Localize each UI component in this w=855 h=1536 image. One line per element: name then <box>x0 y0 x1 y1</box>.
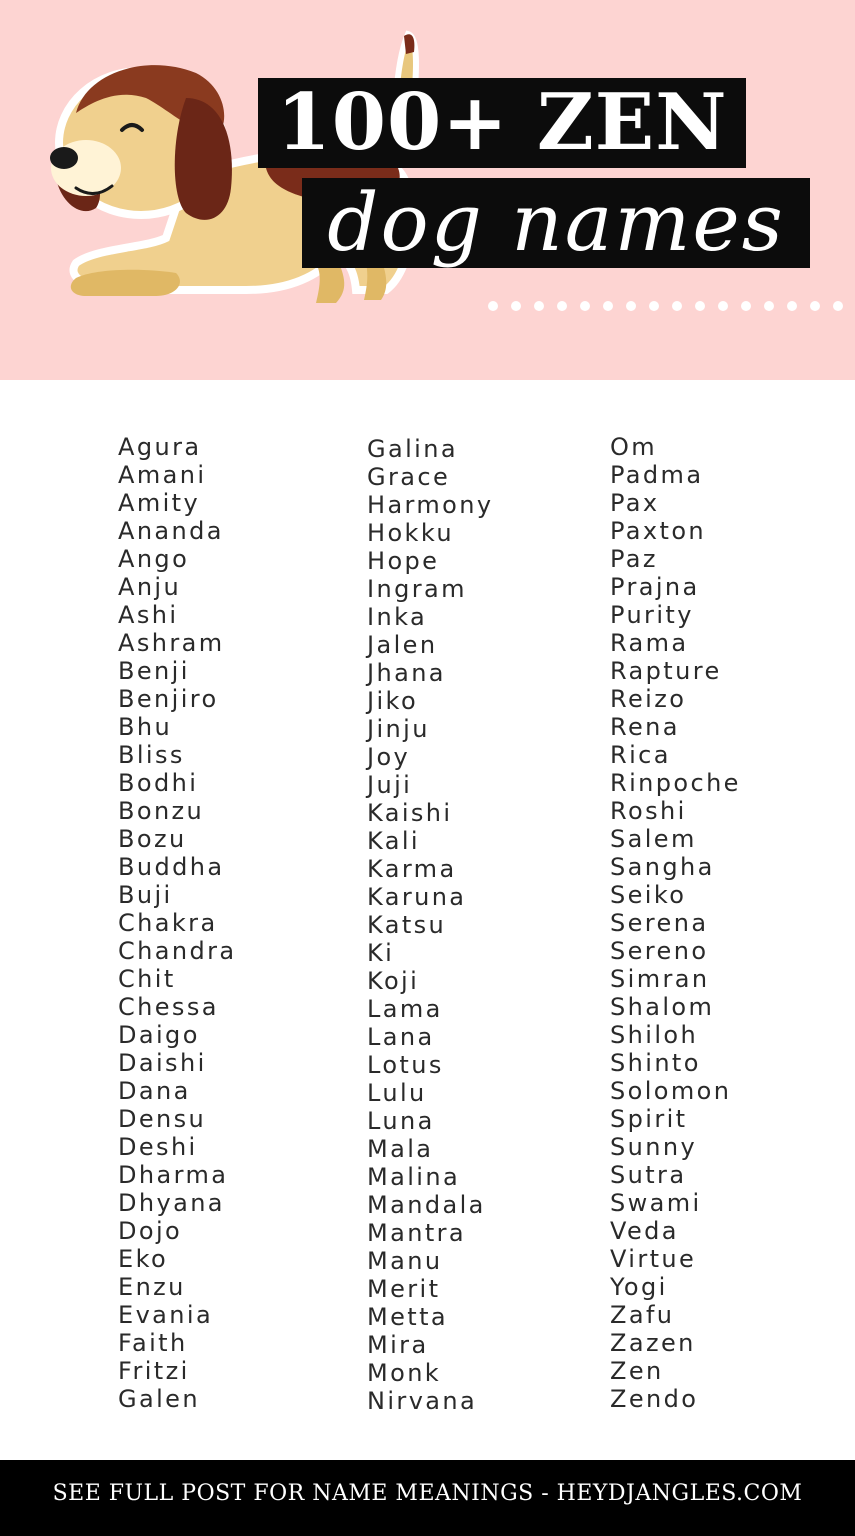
name-item: Prajna <box>610 573 700 601</box>
name-item: Paz <box>610 545 658 573</box>
name-item: Seiko <box>610 881 687 909</box>
name-item: Malina <box>367 1163 461 1191</box>
name-item: Serena <box>610 909 709 937</box>
names-column-3 <box>610 433 741 1413</box>
names-column-1 <box>118 433 237 1413</box>
name-item: Jiko <box>367 687 419 715</box>
name-item: Roshi <box>610 797 687 825</box>
name-item: Zen <box>610 1357 664 1385</box>
name-item: Deshi <box>118 1133 198 1161</box>
name-item: Hope <box>367 547 440 575</box>
name-item: Mantra <box>367 1219 467 1247</box>
name-item: Mala <box>367 1135 434 1163</box>
name-item: Faith <box>118 1329 188 1357</box>
name-item: Zendo <box>610 1385 699 1413</box>
name-item: Ashi <box>118 601 179 629</box>
name-item: Sereno <box>610 937 709 965</box>
name-item: Benjiro <box>118 685 219 713</box>
name-item: Pax <box>610 489 660 517</box>
name-item: Chakra <box>118 909 218 937</box>
name-item: Ki <box>367 939 395 967</box>
name-item: Katsu <box>367 911 447 939</box>
name-item: Salem <box>610 825 697 853</box>
name-item: Bhu <box>118 713 173 741</box>
name-item: Reizo <box>610 685 687 713</box>
name-item: Jinju <box>367 715 430 743</box>
name-item: Karma <box>367 855 457 883</box>
name-item: Sangha <box>610 853 715 881</box>
name-item: Kali <box>367 827 420 855</box>
name-item: Eko <box>118 1245 169 1273</box>
name-item: Ango <box>118 545 190 573</box>
name-item: Amity <box>118 489 201 517</box>
name-item: Nirvana <box>367 1387 478 1415</box>
name-item: Galina <box>367 435 458 463</box>
name-item: Paxton <box>610 517 707 545</box>
subtitle-box <box>302 178 810 268</box>
name-item: Padma <box>610 461 704 489</box>
name-item: Evania <box>118 1301 214 1329</box>
name-item: Daishi <box>118 1049 207 1077</box>
name-item: Chessa <box>118 993 219 1021</box>
name-item: Luna <box>367 1107 435 1135</box>
name-item: Ananda <box>118 517 224 545</box>
name-item: Grace <box>367 463 451 491</box>
name-item: Amani <box>118 461 207 489</box>
name-item: Joy <box>367 743 411 771</box>
name-item: Daigo <box>118 1021 200 1049</box>
name-item: Karuna <box>367 883 467 911</box>
name-item: Bliss <box>118 741 185 769</box>
name-item: Koji <box>367 967 420 995</box>
title-line1: 100+ ZEN <box>276 77 728 168</box>
name-item: Rica <box>610 741 671 769</box>
name-item: Mandala <box>367 1191 486 1219</box>
name-item: Spirit <box>610 1105 688 1133</box>
name-item: Simran <box>610 965 710 993</box>
dotted-divider <box>486 299 855 313</box>
name-item: Chandra <box>118 937 237 965</box>
name-item: Zazen <box>610 1329 696 1357</box>
name-item: Om <box>610 433 658 461</box>
name-item: Shiloh <box>610 1021 699 1049</box>
name-item: Metta <box>367 1303 448 1331</box>
name-item: Dhyana <box>118 1189 225 1217</box>
header-banner <box>0 0 855 380</box>
name-item: Dana <box>118 1077 191 1105</box>
name-item: Shalom <box>610 993 715 1021</box>
name-item: Lulu <box>367 1079 427 1107</box>
name-item: Anju <box>118 573 182 601</box>
name-item: Benji <box>118 657 190 685</box>
name-item: Buji <box>118 881 173 909</box>
names-column-2 <box>367 435 493 1415</box>
name-item: Jhana <box>367 659 446 687</box>
name-item: Enzu <box>118 1273 186 1301</box>
name-item: Ashram <box>118 629 225 657</box>
name-item: Yogi <box>610 1273 668 1301</box>
name-item: Mira <box>367 1331 429 1359</box>
name-item: Swami <box>610 1189 702 1217</box>
name-item: Rapture <box>610 657 722 685</box>
name-item: Manu <box>367 1247 443 1275</box>
footer-text: SEE FULL POST FOR NAME MEANINGS - HEYDJANGLES.COM <box>52 1481 803 1506</box>
title-line2: dog names <box>327 176 785 269</box>
name-item: Lama <box>367 995 443 1023</box>
name-item: Bodhi <box>118 769 199 797</box>
name-item: Jalen <box>367 631 438 659</box>
name-item: Veda <box>610 1217 679 1245</box>
name-item: Virtue <box>610 1245 697 1273</box>
name-item: Zafu <box>610 1301 675 1329</box>
name-item: Sutra <box>610 1161 687 1189</box>
name-item: Kaishi <box>367 799 453 827</box>
name-item: Rena <box>610 713 680 741</box>
name-item: Inka <box>367 603 428 631</box>
name-item: Fritzi <box>118 1357 190 1385</box>
name-item: Merit <box>367 1275 441 1303</box>
name-item: Chit <box>118 965 176 993</box>
name-item: Ingram <box>367 575 467 603</box>
name-item: Buddha <box>118 853 225 881</box>
name-item: Agura <box>118 433 202 461</box>
name-item: Dharma <box>118 1161 229 1189</box>
name-item: Shinto <box>610 1049 701 1077</box>
name-item: Rinpoche <box>610 769 741 797</box>
name-item: Lana <box>367 1023 435 1051</box>
footer-bar <box>0 1460 855 1536</box>
name-item: Solomon <box>610 1077 732 1105</box>
name-item: Densu <box>118 1105 207 1133</box>
name-item: Rama <box>610 629 689 657</box>
name-item: Bozu <box>118 825 187 853</box>
name-item: Juji <box>367 771 413 799</box>
name-item: Lotus <box>367 1051 444 1079</box>
name-item: Purity <box>610 601 694 629</box>
title-box <box>258 78 746 168</box>
name-item: Monk <box>367 1359 442 1387</box>
name-item: Bonzu <box>118 797 205 825</box>
name-item: Galen <box>118 1385 200 1413</box>
name-item: Hokku <box>367 519 454 547</box>
name-item: Harmony <box>367 491 494 519</box>
name-item: Dojo <box>118 1217 183 1245</box>
name-item: Sunny <box>610 1133 698 1161</box>
